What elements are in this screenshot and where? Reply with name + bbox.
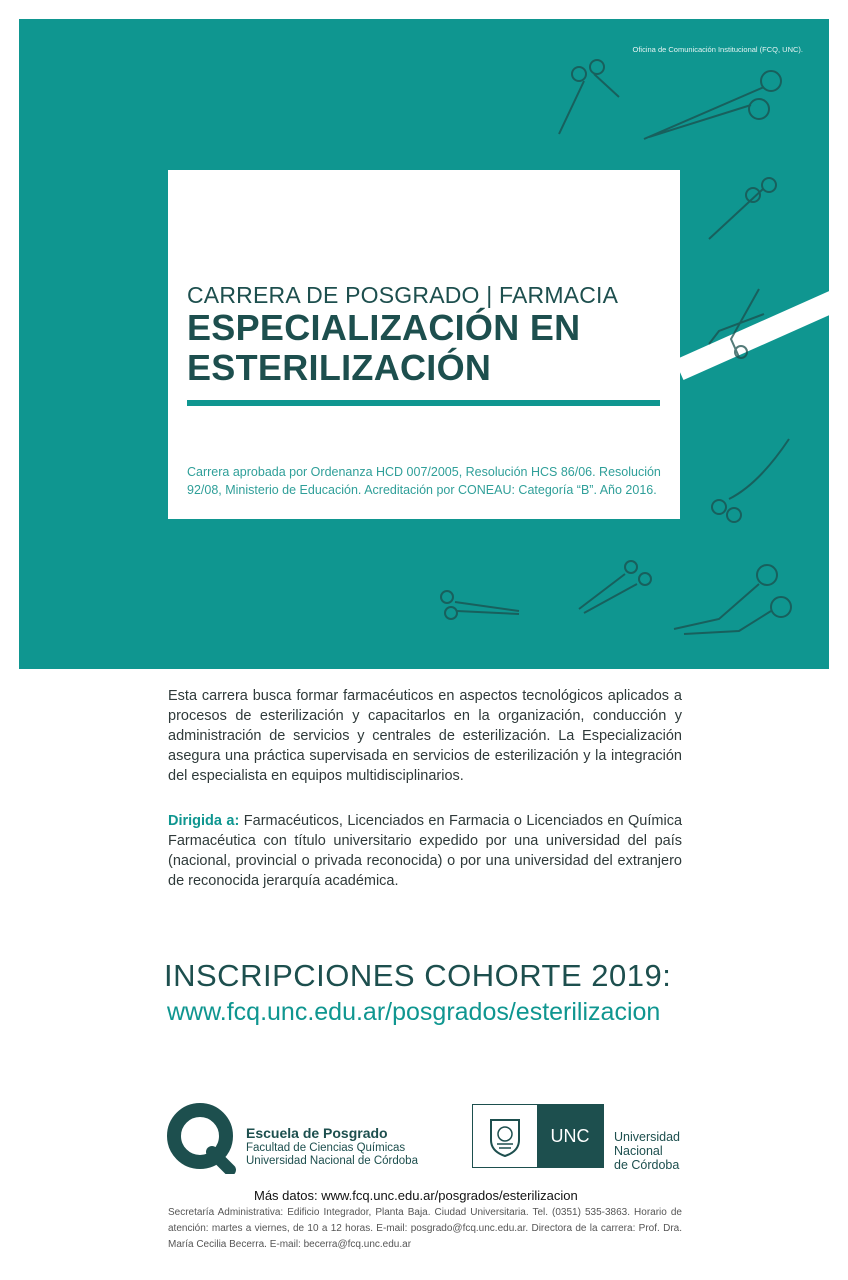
audience-text: Farmacéuticos, Licenciados en Farmacia o Licenciados en Química Farmacéutica con título universitario expedido por una universidad del país (nacional, provincial o privada reconocida) o por una universidad del extranjero de reconocida jerarquía académica. [168, 813, 683, 889]
title-line-2: ESTERILIZACIÓN [187, 347, 492, 388]
enrollment-link[interactable]: www.fcq.unc.edu.ar/posgrados/esterilizacion [167, 998, 661, 1026]
unc-logo [472, 1104, 604, 1168]
program-kicker: CARRERA DE POSGRADO | FARMACIA [187, 282, 619, 308]
more-info-link[interactable]: Más datos: www.fcq.unc.edu.ar/posgrados/esterilizacion [254, 1188, 578, 1203]
unc-name-line-1: Universidad [614, 1130, 681, 1144]
unc-name [614, 1130, 680, 1172]
audience-paragraph [168, 811, 682, 891]
unc-seal-icon [473, 1105, 537, 1167]
header-banner [19, 19, 829, 669]
escuela-faculty: Facultad de Ciencias Químicas [246, 1142, 406, 1154]
audience-label: Dirigida a: [168, 813, 240, 829]
unc-abbreviation: UNC [537, 1105, 603, 1167]
title-line-1: ESPECIALIZACIÓN EN [187, 307, 581, 348]
unc-name-line-2: Nacional [614, 1144, 663, 1158]
program-title [187, 308, 580, 388]
escuela-title: Escuela de Posgrado [246, 1125, 388, 1141]
description-paragraph: Esta carrera busca formar farmacéuticos en aspectos tecnológicos aplicados a procesos de esterilización y capacitarlos en la organización, conducción y administración de servicios y centrales de esterilización. La Especialización asegura una práctica supervisada en servicios de esterilización y la integración del especialista en equipos multidisciplinarios. [168, 688, 682, 784]
title-underline [187, 400, 660, 406]
escuela-posgrado-logo [166, 1102, 238, 1174]
contact-details: Secretaría Administrativa: Edificio Integrador, Planta Baja. Ciudad Universitaria. Tel. (0351) 535-3863. Horario de atención: martes a viernes, de 10 a 12 horas. E-mail: posgrado@fcq.unc.edu.ar. Directora de la carrera: Prof. Dra. María Cecilia Becerra. E-mail: becerra@fcq.unc.edu.ar [168, 1207, 682, 1250]
title-card [168, 170, 680, 519]
escuela-text-block [246, 1125, 418, 1168]
credit-text: Oficina de Comunicación Institucional (FCQ, UNC). [632, 45, 803, 54]
unc-name-line-3: de Córdoba [614, 1158, 680, 1172]
escuela-university: Universidad Nacional de Córdoba [246, 1155, 418, 1167]
enrollment-heading: INSCRIPCIONES COHORTE 2019: [164, 958, 672, 993]
approval-text: Carrera aprobada por Ordenanza HCD 007/2005, Resolución HCS 86/06. Resolución 92/08, Ministerio de Educación. Acreditación por CONEAU: Categoría “B”. Año 2016. [187, 465, 661, 497]
